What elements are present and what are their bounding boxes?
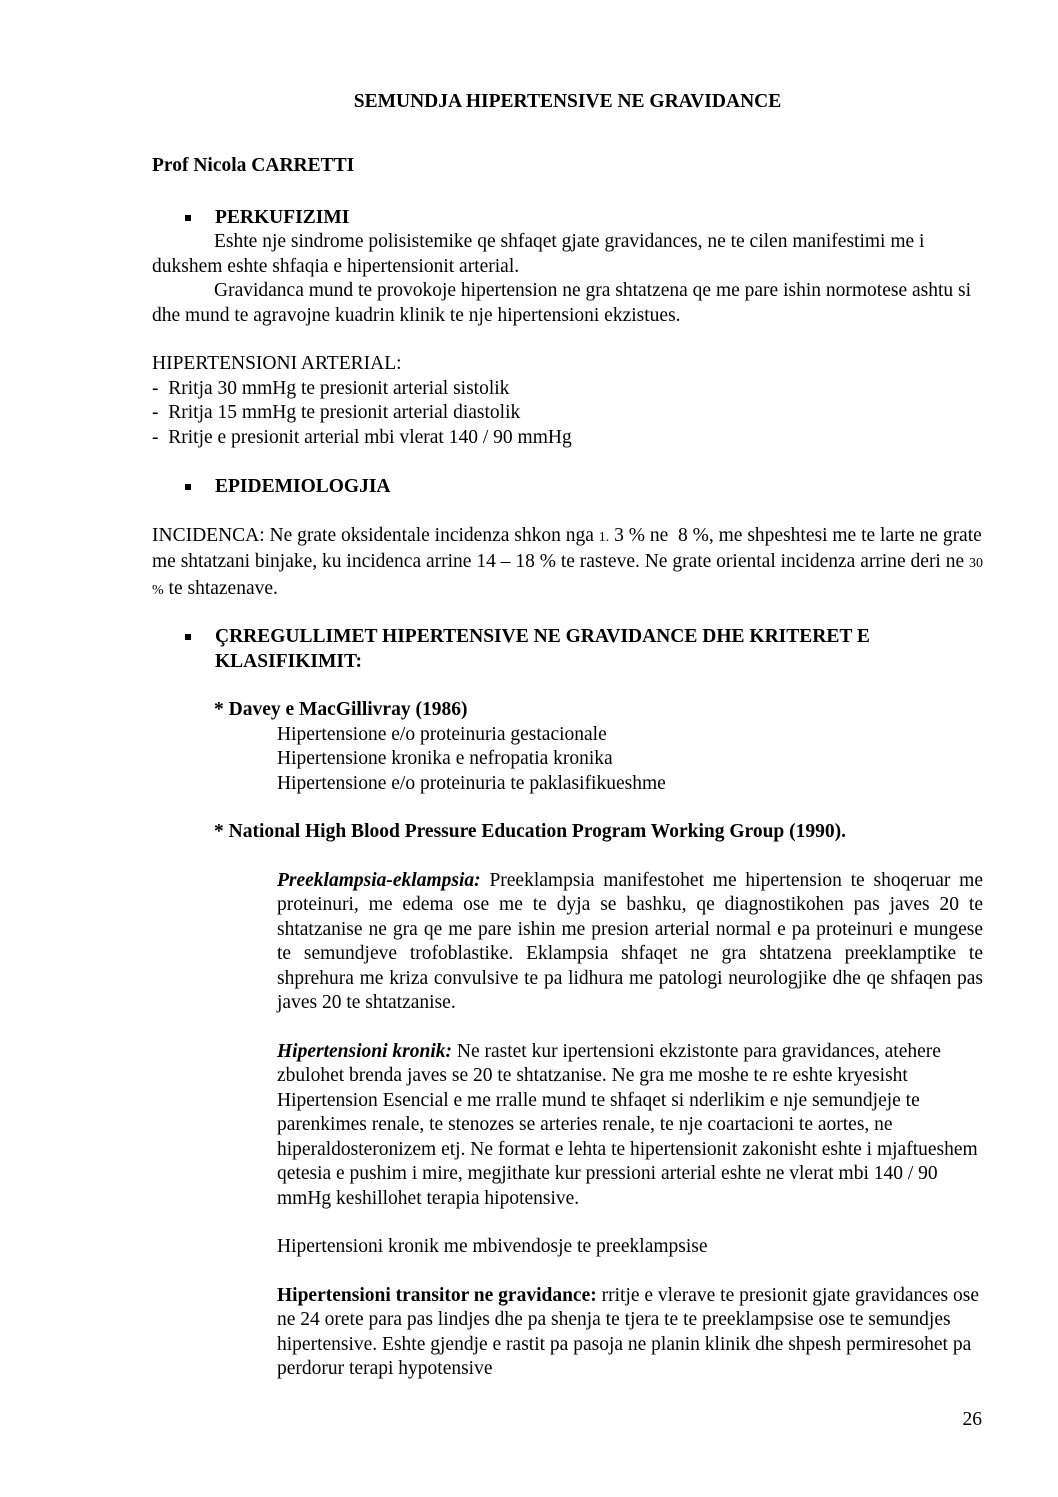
kronik-label: Hipertensioni kronik: [277,1040,452,1062]
incidenca-text: INCIDENCA: Ne grate oksidentale incidenza shkon nga [152,524,599,546]
paragraph-hipertensioni-kronik [277,1040,983,1212]
preeklampsia-label: Preeklampsia-eklampsia: [277,869,481,891]
mbivendosje-heading: Hipertensioni kronik me mbivendosje te preeklampsise [277,1236,708,1257]
list-item: Hipertensione e/o proteinuria gestacionale [277,723,607,745]
paragraph-preeklampsia [277,869,983,1016]
section-heading-perkufizimi [152,206,983,231]
transitor-text: rritje e vlerave te presionit gjate gravidances ose ne 24 orete para pas lindjes dhe pa shenja te tjera te te preeklampsise ose te semundjes hipertensive. Eshte gjendje e rastit pa pasoja ne planin klinik dhe shpesh permiresohet pa perdorur terapi hypotensive [277,1284,979,1379]
list-item: Hipertensione kronika e nefropatia kronika [277,748,613,769]
nhbpep-heading: * National High Blood Pressure Education Program Working Group (1990). [214,821,847,842]
square-bullet-icon [185,484,191,490]
paragraph-definition: Eshte nje sindrome polisistemike qe shfaqet gjate gravidances, ne te cilen manifestimi me i dukshem eshte shfaqia e hipertensionit arterial. [152,231,925,277]
list-item: - Rritja 30 mmHg te presionit arterial sistolik [152,377,510,399]
paragraph-gravidanca: Gravidanca mund te provokoje hipertension ne gra shtatzena qe me pare ishin normotese ashtu si dhe mund te agravojne kuadrin klinik te nje hipertensioni ekzistues. [152,280,972,326]
preeklampsia-text: Preeklampsia manifestohet me hipertension te shoqeruar me proteinuri, me edema ose me te dyja se bashku, qe diagnostikohen pas javes 20 te shtatzanise ne gra qe me pare ishin me presion arterial normal e pa proteinuri e mungese te semundjeve trofoblastike. Eklampsia shfaqet ne gra shtatzena preeklamptike te shprehura me kriza convulsive te pa lidhura me patologi neurologjike dhe qe shfaqen pas javes 20 te shtatzanise. [277,869,983,1013]
transitor-label: Hipertensioni transitor ne gravidance: [277,1284,597,1306]
incidenca-text: te shtazenave. [163,577,278,599]
incidenca-small-value: 30 % [152,556,987,598]
list-item: Hipertensione e/o proteinuria te paklasifikueshme [277,772,666,794]
author: Prof Nicola CARRETTI [152,155,355,176]
list-item: - Rritja 15 mmHg te presionit arterial diastolik [152,402,521,423]
list-item: - Rritje e presionit arterial mbi vlerat 140 / 90 mmHg [152,426,572,448]
incidenca-text: 3 % ne 8 %, me shpeshtesi me te larte ne grate me shtatzani binjake, ku incidenca arrine 14 – 18 % te rasteve. Ne grate oriental incidenza arrine deri ne [152,524,987,572]
hipertensioni-arterial-heading: HIPERTENSIONI ARTERIAL: [152,353,402,374]
square-bullet-icon [185,215,191,221]
document-page [152,90,987,1382]
section-heading-crregullimet [152,625,983,674]
section-heading-label: ÇRREGULLIMET HIPERTENSIVE NE GRAVIDANCE DHE KRITERET E KLASIFIKIMIT: [215,626,870,672]
incidenca-small-value: 1. [598,529,610,545]
section-heading-epidemiologjia [152,475,983,500]
paragraph-hipertensioni-transitor [277,1284,983,1382]
kronik-text: Ne rastet kur ipertensioni ekzistonte para gravidances, atehere zbulohet brenda javes se 20 te shtatzanise. Ne gra me moshe te re eshte kryesisht Hipertension Esencial e me rralle mund te shfaqet si nderlikim e nje semundjeje te parenkimes renale, te stenozes se arteries renale, te nje coartacioni te aortes, ne hiperaldosteronizem etj. Ne format e lehta te hipertensionit zakonisht eshte i mjaftueshem qetesia e pushim i mire, megjithate kur pressioni arterial eshte ne vlerat mbi 140 / 90 mmHg keshillohet terapia hipotensive. [277,1040,978,1209]
section-heading-label: EPIDEMIOLOGJIA [215,476,391,497]
document-title: SEMUNDJA HIPERTENSIVE NE GRAVIDANCE [353,91,782,112]
page-number: 26 [962,1409,982,1430]
paragraph-incidenca [152,524,987,604]
davey-heading: * Davey e MacGillivray (1986) [214,699,468,720]
square-bullet-icon [185,634,191,640]
section-heading-label: PERKUFIZIMI [215,206,350,228]
